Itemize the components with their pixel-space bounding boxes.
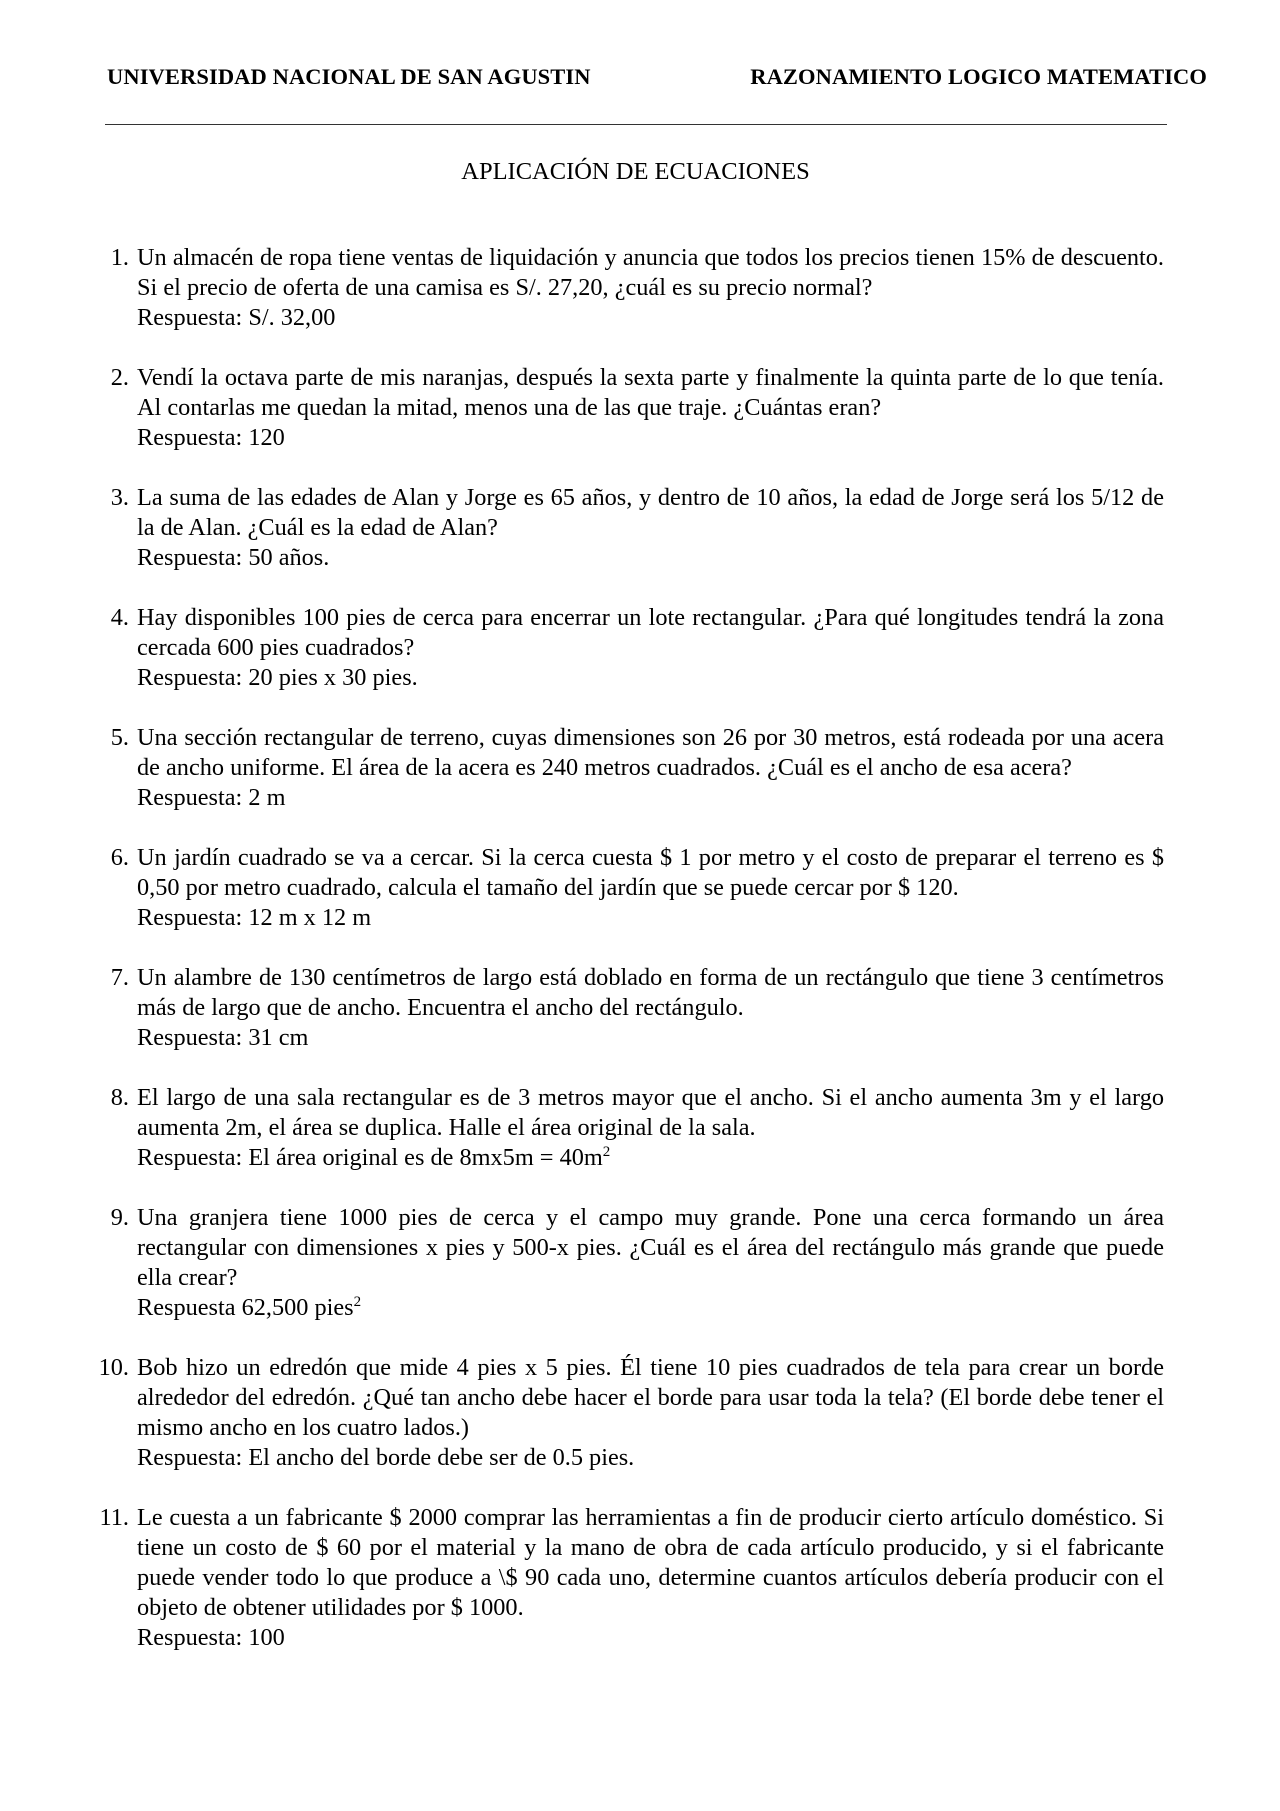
problem-item — [110, 243, 1164, 333]
answer-text: Respuesta: 50 años. — [137, 544, 330, 571]
problem-answer — [137, 543, 1164, 573]
answer-text: Respuesta 62,500 pies — [137, 1294, 354, 1321]
problem-number: 1. — [110, 244, 129, 271]
problem-question: Una granjera tiene 1000 pies de cerca y el campo muy grande. Pone una cerca formando un área rectangular con dimensiones x pies y 500-x pies. ¿Cuál es el área del rectángulo más grande que puede ella crear? — [137, 1204, 1164, 1291]
problem-answer — [137, 303, 1164, 333]
problem-item — [99, 1503, 1164, 1653]
problem-answer — [137, 1443, 1164, 1473]
problem-question: La suma de las edades de Alan y Jorge es 65 años, y dentro de 10 años, la edad de Jorge será los 5/12 de la de Alan. ¿Cuál es la edad de Alan? — [137, 484, 1164, 541]
problem-answer — [137, 1143, 1164, 1173]
problem-answer — [137, 1623, 1164, 1653]
problem-answer — [137, 1023, 1164, 1053]
page-title: APLICACIÓN DE ECUACIONES — [461, 158, 810, 185]
problem-answer — [137, 903, 1164, 933]
problem-number: 5. — [110, 724, 129, 751]
problem-number: 2. — [110, 364, 129, 391]
problem-question: Hay disponibles 100 pies de cerca para encerrar un lote rectangular. ¿Para qué longitudes tendrá la zona cercada 600 pies cuadrados? — [137, 604, 1164, 661]
answer-text: Respuesta: 31 cm — [137, 1024, 309, 1051]
answer-text: Respuesta: 20 pies x 30 pies. — [137, 664, 418, 691]
problem-list — [98, 243, 1164, 1683]
answer-text: Respuesta: El área original es de 8mx5m = 40m — [137, 1144, 603, 1171]
problem-item — [98, 1353, 1164, 1473]
problem-item — [110, 483, 1164, 573]
problem-question: Una sección rectangular de terreno, cuyas dimensiones son 26 por 30 metros, está rodeada por una acera de ancho uniforme. El área de la acera es 240 metros cuadrados. ¿Cuál es el ancho de esa acera? — [137, 724, 1164, 781]
problem-question: Bob hizo un edredón que mide 4 pies x 5 pies. Él tiene 10 pies cuadrados de tela para crear un borde alrededor del edredón. ¿Qué tan ancho debe hacer el borde para usar toda la tela? (El borde debe tener el mismo ancho en los cuatro lados.) — [137, 1354, 1164, 1441]
header-course: RAZONAMIENTO LOGICO MATEMATICO — [750, 64, 1207, 89]
problem-question: Un almacén de ropa tiene ventas de liquidación y anuncia que todos los precios tienen 15% de descuento. Si el precio de oferta de una camisa es S/. 27,20, ¿cuál es su precio normal? — [137, 244, 1164, 301]
answer-text: Respuesta: 2 m — [137, 784, 286, 811]
problem-item — [110, 723, 1164, 813]
problem-item — [110, 843, 1164, 933]
answer-superscript: 2 — [602, 1144, 611, 1160]
problem-question: Un alambre de 130 centímetros de largo está doblado en forma de un rectángulo que tiene 3 centímetros más de largo que de ancho. Encuentra el ancho del rectángulo. — [137, 964, 1164, 1021]
answer-text: Respuesta: 120 — [137, 424, 285, 451]
problem-item — [110, 1203, 1164, 1323]
problem-question: Vendí la octava parte de mis naranjas, después la sexta parte y finalmente la quinta parte de lo que tenía. Al contarlas me quedan la mitad, menos una de las que traje. ¿Cuántas eran? — [137, 364, 1164, 421]
problem-number: 10. — [98, 1354, 129, 1381]
problem-number: 9. — [110, 1204, 129, 1231]
problem-number: 7. — [110, 964, 129, 991]
problem-number: 8. — [110, 1084, 129, 1111]
problem-answer — [137, 1293, 1164, 1323]
problem-answer — [137, 783, 1164, 813]
problem-item — [110, 363, 1164, 453]
problem-question: El largo de una sala rectangular es de 3 metros mayor que el ancho. Si el ancho aumenta 3m y el largo aumenta 2m, el área se duplica. Halle el área original de la sala. — [137, 1084, 1164, 1141]
answer-superscript: 2 — [353, 1294, 362, 1310]
page-header — [107, 64, 1207, 94]
answer-text: Respuesta: 100 — [137, 1624, 285, 1651]
problem-item — [110, 1083, 1164, 1173]
header-university: UNIVERSIDAD NACIONAL DE SAN AGUSTIN — [107, 64, 591, 89]
problem-answer — [137, 423, 1164, 453]
problem-question: Un jardín cuadrado se va a cercar. Si la cerca cuesta $ 1 por metro y el costo de preparar el terreno es $ 0,50 por metro cuadrado, calcula el tamaño del jardín que se puede cercar por $ 120. — [137, 844, 1164, 901]
problem-item — [110, 963, 1164, 1053]
answer-text: Respuesta: 12 m x 12 m — [137, 904, 372, 931]
problem-item — [110, 603, 1164, 693]
problem-number: 11. — [99, 1504, 129, 1531]
problem-question: Le cuesta a un fabricante $ 2000 comprar las herramientas a fin de producir cierto artículo doméstico. Si tiene un costo de $ 60 por el material y la mano de obra de cada artículo producido, y si el fabricante puede vender todo lo que produce a \$ 90 cada uno, determine cuantos artículos debería producir con el objeto de obtener utilidades por $ 1000. — [137, 1504, 1164, 1621]
answer-text: Respuesta: S/. 32,00 — [137, 304, 336, 331]
problem-number: 6. — [110, 844, 129, 871]
answer-text: Respuesta: El ancho del borde debe ser de 0.5 pies. — [137, 1444, 635, 1471]
problem-number: 3. — [110, 484, 129, 511]
problem-answer — [137, 663, 1164, 693]
header-divider — [105, 124, 1167, 125]
problem-number: 4. — [110, 604, 129, 631]
